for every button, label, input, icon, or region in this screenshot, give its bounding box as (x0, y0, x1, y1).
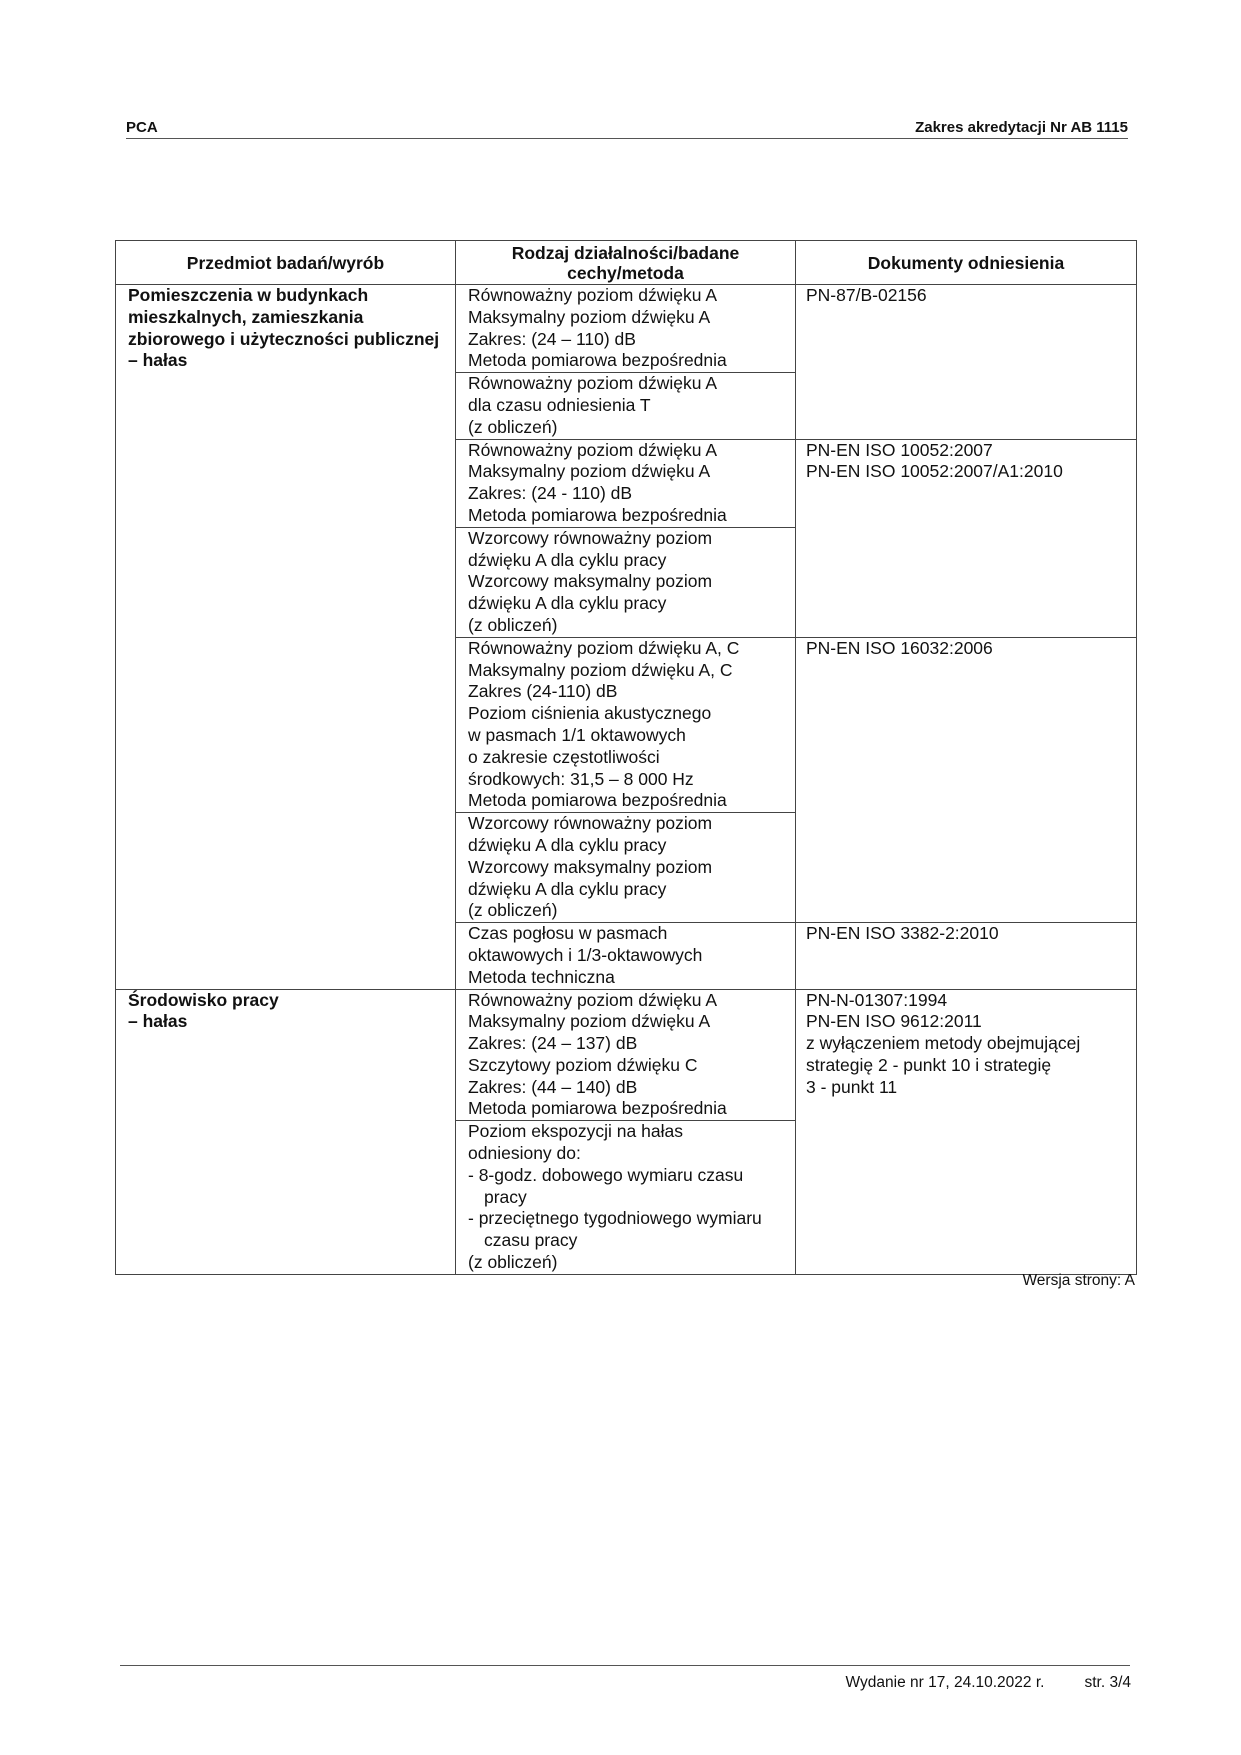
column-header-method: Rodzaj działalności/badane cechy/metoda (456, 241, 796, 285)
documents-cell: PN-N-01307:1994 PN-EN ISO 9612:2011 z wyłączeniem metody obejmującej strategię 2 - punkt 10 i strategię 3 - punkt 11 (796, 989, 1137, 1274)
method-cell: Wzorcowy równoważny poziom dźwięku A dla cyklu pracy Wzorcowy maksymalny poziom dźwięku A dla cyklu pracy (z obliczeń) (456, 527, 796, 637)
method-cell: Równoważny poziom dźwięku A dla czasu odniesienia T (z obliczeń) (456, 373, 796, 439)
method-line: pracy (484, 1186, 527, 1207)
method-cell (456, 1121, 796, 1275)
footer-page-number: str. 3/4 (1084, 1674, 1131, 1691)
method-cell: Wzorcowy równoważny poziom dźwięku A dla cyklu pracy Wzorcowy maksymalny poziom dźwięku A dla cyklu pracy (z obliczeń) (456, 813, 796, 923)
method-line: - 8-godz. dobowego wymiaru czasu (468, 1164, 744, 1185)
header-org: PCA (126, 119, 158, 136)
column-header-subject: Przedmiot badań/wyrób (116, 241, 456, 285)
method-cell: Równoważny poziom dźwięku A Maksymalny poziom dźwięku A Zakres: (24 - 110) dB Metoda pomiarowa bezpośrednia (456, 439, 796, 527)
header-title: Zakres akredytacji Nr AB 1115 (915, 119, 1128, 136)
method-cell: Równoważny poziom dźwięku A Maksymalny poziom dźwięku A Zakres: (24 – 137) dB Szczytowy poziom dźwięku C Zakres: (44 – 140) dB Metoda pomiarowa bezpośrednia (456, 989, 796, 1121)
page-footer (846, 1674, 1131, 1692)
page-header (126, 118, 1128, 139)
table-row (116, 989, 1137, 1121)
accreditation-table (115, 240, 1137, 1275)
method-line: - przeciętnego tygodniowego wymiaru (468, 1208, 762, 1229)
documents-cell: PN-EN ISO 3382-2:2010 (796, 923, 1137, 989)
documents-cell: PN-EN ISO 16032:2006 (796, 637, 1137, 922)
method-cell: Równoważny poziom dźwięku A, C Maksymalny poziom dźwięku A, C Zakres (24-110) dB Poziom ciśnienia akustycznego w pasmach 1/1 oktawowych o zakresie częstotliwości środkowych: 31,5 – 8 000 Hz Metoda pomiarowa bezpośrednia (456, 637, 796, 812)
footer-divider (120, 1665, 1130, 1666)
documents-cell: PN-EN ISO 10052:2007 PN-EN ISO 10052:2007/A1:2010 (796, 439, 1137, 637)
method-line: odniesiony do: (468, 1143, 581, 1164)
subject-cell: Pomieszczenia w budynkach mieszkalnych, zamieszkania zbiorowego i użyteczności publicznej – hałas (116, 285, 456, 990)
column-header-documents: Dokumenty odniesienia (796, 241, 1137, 285)
method-line: Poziom ekspozycji na hałas (468, 1121, 683, 1142)
method-cell: Równoważny poziom dźwięku A Maksymalny poziom dźwięku A Zakres: (24 – 110) dB Metoda pomiarowa bezpośrednia (456, 285, 796, 373)
subject-cell: Środowisko pracy – hałas (116, 989, 456, 1274)
page-version: Wersja strony: A (1022, 1272, 1135, 1289)
method-cell: Czas pogłosu w pasmach oktawowych i 1/3-oktawowych Metoda techniczna (456, 923, 796, 989)
method-line: czasu pracy (484, 1230, 578, 1251)
method-line: (z obliczeń) (468, 1252, 558, 1273)
table-row (116, 285, 1137, 373)
footer-edition: Wydanie nr 17, 24.10.2022 r. (845, 1674, 1045, 1691)
table-header-row (116, 241, 1137, 285)
documents-cell: PN-87/B-02156 (796, 285, 1137, 440)
